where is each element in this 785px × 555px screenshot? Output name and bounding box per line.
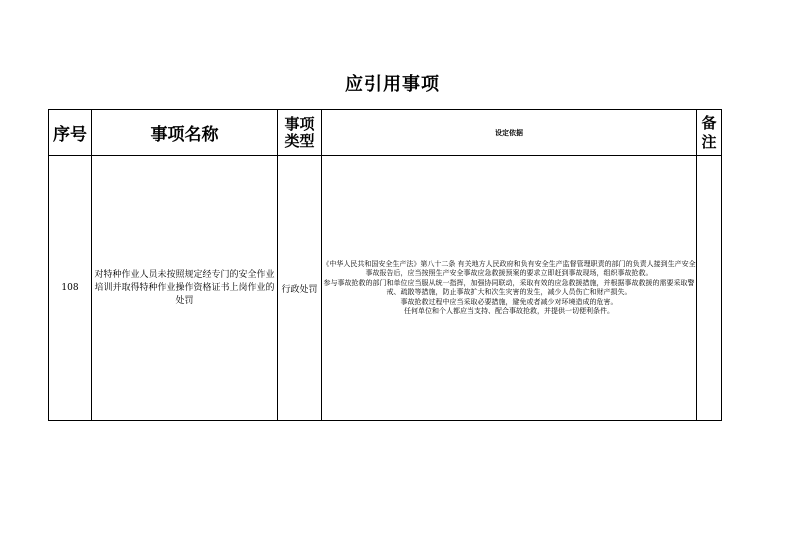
cell-name: 对特种作业人员未按照规定经专门的安全作业培训并取得特种作业操作资格证书上岗作业的处罚 bbox=[92, 156, 278, 421]
basis-line: 《中华人民共和国安全生产法》第八十二条 有关地方人民政府和负有安全生产监督管理职责的部门的负责人接到生产安全事故报告后，应当按照生产安全事故应急救援预案的要求立即赶到事故现场，组织事故抢救。 bbox=[322, 259, 696, 277]
basis-line: 任何单位和个人都应当支持、配合事故抢救，并提供一切便利条件。 bbox=[404, 307, 614, 315]
cell-type: 行政处罚 bbox=[278, 156, 322, 421]
cell-seq: 108 bbox=[49, 156, 92, 421]
table-row bbox=[49, 156, 722, 421]
cell-basis bbox=[322, 156, 697, 421]
basis-line: 参与事故抢救的部门和单位应当服从统一指挥，加强协同联动，采取有效的应急救援措施，并根据事故救援的需要采取警戒、疏散等措施，防止事故扩大和次生灾害的发生，减少人员伤亡和财产损失。 bbox=[323, 278, 695, 296]
header-type: 事项类型 bbox=[278, 110, 322, 156]
header-note: 备注 bbox=[697, 110, 722, 156]
cell-note bbox=[697, 156, 722, 421]
page-title: 应引用事项 bbox=[345, 74, 440, 95]
basis-line: 事故抢救过程中应当采取必要措施，避免或者减少对环境造成的危害。 bbox=[400, 297, 618, 306]
header-seq: 序号 bbox=[49, 110, 92, 156]
table-header-row bbox=[49, 110, 722, 156]
items-table bbox=[48, 109, 722, 421]
header-name: 事项名称 bbox=[92, 110, 278, 156]
header-basis: 设定依据 bbox=[322, 110, 697, 156]
